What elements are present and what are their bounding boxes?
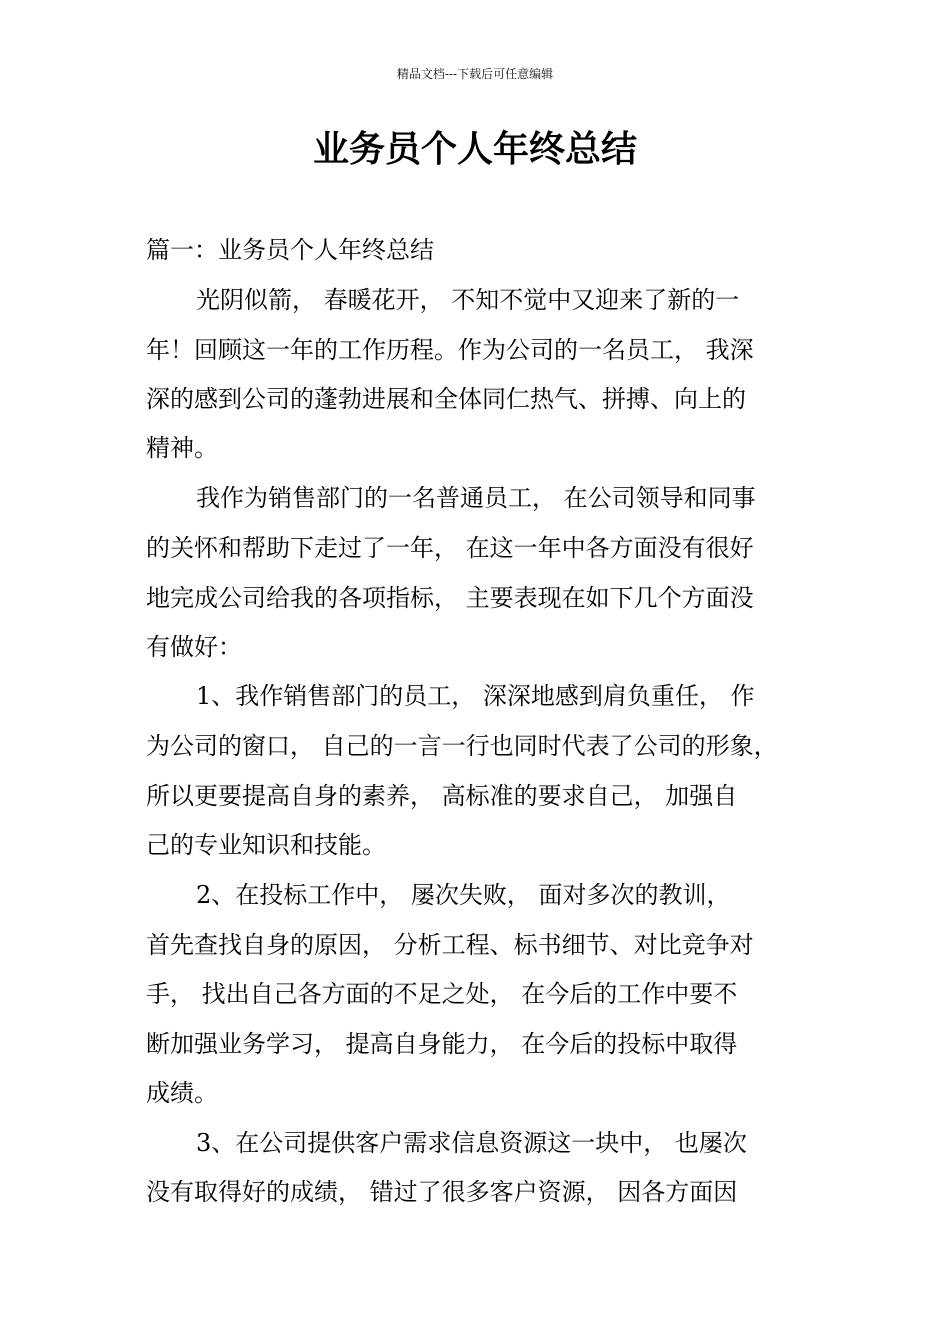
body-line-15: 手， 找出自己各方面的不足之处， 在今后的工作中要不 — [146, 980, 738, 1008]
body-line-3: 深的感到公司的蓬勃进展和全体同仁热气、拼搏、向上的 — [146, 385, 746, 413]
body-line-8: 有做好： — [146, 633, 242, 661]
body-line-17: 成绩。 — [146, 1079, 218, 1107]
body-line-12: 己的专业知识和技能。 — [146, 831, 386, 859]
body-line-4: 精神。 — [146, 434, 218, 462]
page-header-note: 精品文档---下载后可任意编辑 — [396, 67, 554, 81]
body-line-18: 3、在公司提供客户需求信息资源这一块中， 也屡次 — [196, 1129, 747, 1157]
body-line-9: 1、我作销售部门的员工， 深深地感到肩负重任， 作 — [196, 682, 755, 710]
body-line-5: 我作为销售部门的一名普通员工， 在公司领导和同事 — [196, 484, 756, 512]
body-line-2: 年！回顾这一年的工作历程。作为公司的一名员工， 我深 — [146, 336, 754, 364]
body-line-10: 为公司的窗口， 自己的一言一行也同时代表了公司的形象， — [146, 732, 778, 760]
body-line-14: 首先查找自身的原因， 分析工程、标书细节、对比竞争对 — [146, 931, 754, 959]
body-line-19: 没有取得好的成绩， 错过了很多客户资源， 因各方面因 — [146, 1178, 738, 1206]
body-line-7: 地完成公司给我的各项指标， 主要表现在如下几个方面没 — [146, 584, 754, 612]
body-line-16: 断加强业务学习， 提高自身能力， 在今后的投标中取得 — [146, 1030, 738, 1058]
section-heading: 篇一：业务员个人年终总结 — [146, 236, 434, 264]
body-line-13: 2、在投标工作中， 屡次失败， 面对多次的教训， — [196, 881, 731, 909]
document-title: 业务员个人年终总结 — [312, 129, 637, 170]
body-line-6: 的关怀和帮助下走过了一年， 在这一年中各方面没有很好 — [146, 534, 754, 562]
body-line-11: 所以更要提高自身的素养， 高标准的要求自己， 加强自 — [146, 782, 738, 810]
body-line-1: 光阴似箭， 春暖花开， 不知不觉中又迎来了新的一 — [196, 286, 740, 314]
